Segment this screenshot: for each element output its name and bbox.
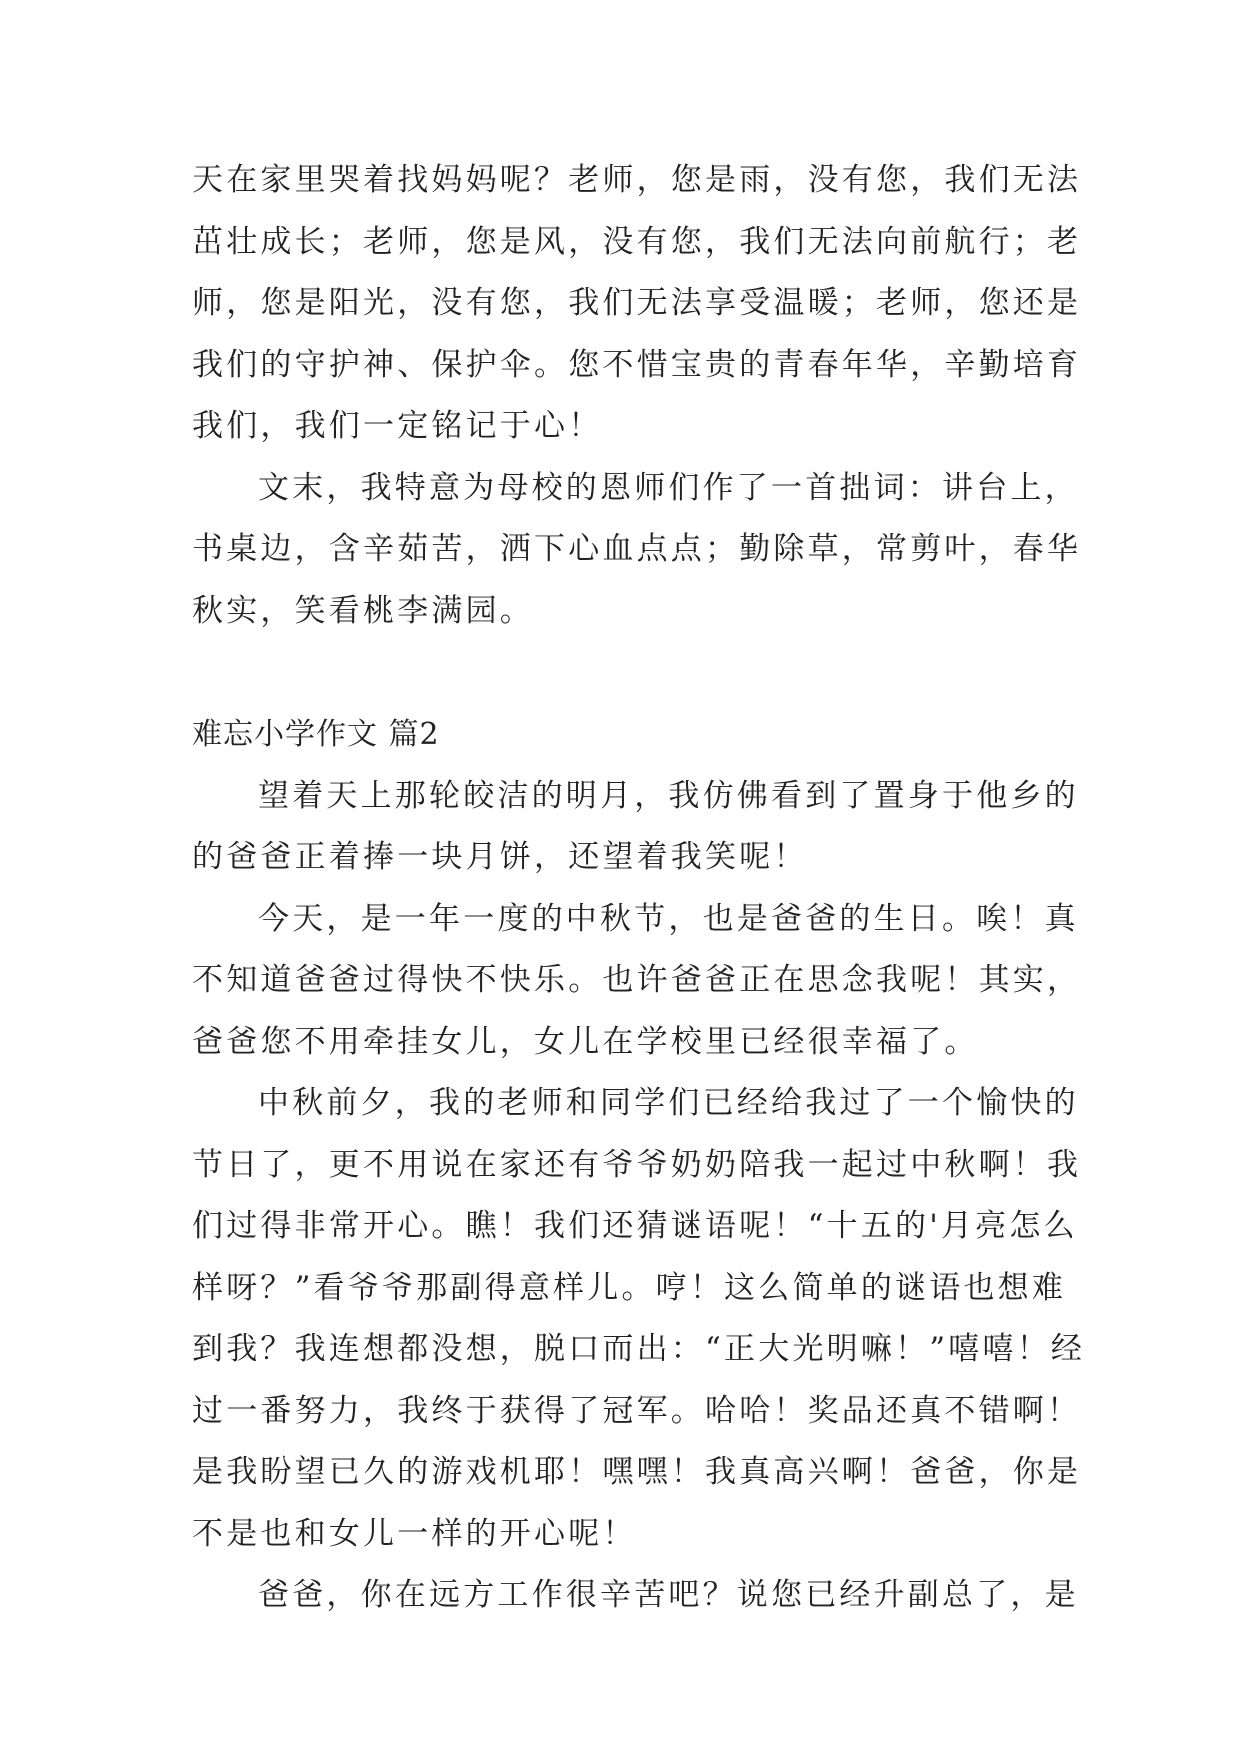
text-line: 中秋前夕，我的老师和同学们已经给我过了一个愉快的 xyxy=(258,1085,1079,1121)
text-line: 望着天上那轮皎洁的明月，我仿佛看到了置身于他乡的 xyxy=(258,777,1079,814)
text-line: 到我？我连想都没想，脱口而出：“正大光明嘛！”嘻嘻！经 xyxy=(192,1331,1086,1367)
section-1-body xyxy=(192,150,1082,642)
document-page xyxy=(192,150,1086,1627)
text-line: 节日了，更不用说在家还有爷爷奶奶陪我一起过中秋啊！我 xyxy=(192,1146,1082,1183)
text-line: 师，您是阳光，没有您，我们无法享受温暖；老师，您还是 xyxy=(192,285,1082,321)
text-line: 样呀？”看爷爷那副得意样儿。哼！这么简单的谜语也想难 xyxy=(192,1269,1067,1306)
text-line: 们过得非常开心。瞧！我们还猜谜语呢！“十五的'月亮怎么 xyxy=(192,1208,1078,1244)
text-line: 今天，是一年一度的中秋节，也是爸爸的生日。唉！真 xyxy=(258,900,1079,937)
text-line: 的爸爸正着捧一块月饼，还望着我笑呢！ xyxy=(192,839,808,875)
section-2-heading: 难忘小学作文 篇2 xyxy=(192,717,440,752)
text-line: 茁壮成长；老师，您是风，没有您，我们无法向前航行；老 xyxy=(192,223,1082,260)
text-line: 我们，我们一定铭记于心！ xyxy=(192,408,603,444)
section-gap xyxy=(192,642,1052,704)
section-2-body xyxy=(192,766,1086,1627)
text-line: 爸爸，你在远方工作很辛苦吧？说您已经升副总了，是 xyxy=(258,1577,1079,1613)
text-line: 不是也和女儿一样的开心呢！ xyxy=(192,1515,637,1552)
text-line: 过一番努力，我终于获得了冠军。哈哈！奖品还真不错啊！ xyxy=(192,1392,1082,1429)
text-line: 文末，我特意为母校的恩师们作了一首拙词：讲台上， xyxy=(258,469,1079,506)
text-line: 我们的守护神、保护伞。您不惜宝贵的青春年华，辛勤培育 xyxy=(192,346,1082,383)
text-line: 不知道爸爸过得快不快乐。也许爸爸正在思念我呢！其实， xyxy=(192,962,1082,998)
text-line: 天在家里哭着找妈妈呢？老师，您是雨，没有您，我们无法 xyxy=(192,162,1082,198)
text-line: 爸爸您不用牵挂女儿，女儿在学校里已经很幸福了。 xyxy=(192,1023,979,1060)
text-line: 秋实，笑看桃李满园。 xyxy=(192,592,534,629)
text-line: 书桌边，含辛茹苦，洒下心血点点；勤除草，常剪叶，春华 xyxy=(192,531,1082,567)
text-line: 是我盼望已久的游戏机耶！嘿嘿！我真高兴啊！爸爸，你是 xyxy=(192,1454,1082,1490)
